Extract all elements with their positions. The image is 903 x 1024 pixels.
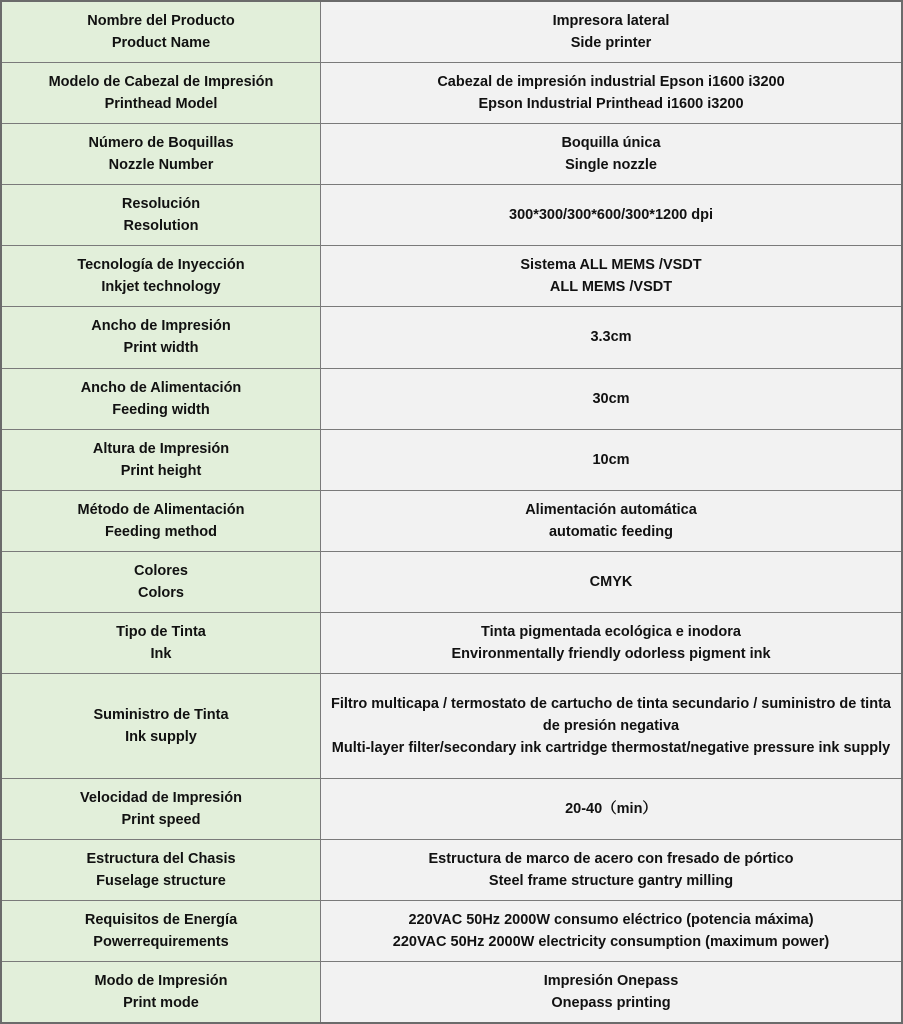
label-en: Resolution bbox=[123, 218, 199, 235]
spec-table-body bbox=[1, 1, 902, 1023]
label-es: Velocidad de Impresión bbox=[80, 789, 242, 806]
label-en: Ink bbox=[150, 646, 172, 663]
table-row bbox=[1, 246, 902, 307]
row-label bbox=[1, 901, 321, 962]
row-label bbox=[1, 613, 321, 674]
label-es: Estructura del Chasis bbox=[86, 850, 236, 867]
value-line: 220VAC 50Hz 2000W electricity consumption (maximum power) bbox=[392, 934, 830, 951]
row-value bbox=[321, 185, 903, 246]
label-en: Print speed bbox=[121, 811, 201, 828]
label-en: Nozzle Number bbox=[108, 156, 214, 173]
label-en: Product Name bbox=[111, 34, 211, 51]
label-es: Tipo de Tinta bbox=[116, 624, 206, 641]
table-row bbox=[1, 839, 902, 900]
row-label bbox=[1, 429, 321, 490]
table-row bbox=[1, 123, 902, 184]
label-es: Ancho de Alimentación bbox=[80, 379, 242, 396]
value-line: Boquilla única bbox=[561, 134, 661, 151]
row-value bbox=[321, 613, 903, 674]
row-value bbox=[321, 839, 903, 900]
label-es: Tecnología de Inyección bbox=[77, 257, 245, 274]
row-value bbox=[321, 368, 903, 429]
table-row bbox=[1, 307, 902, 368]
row-value bbox=[321, 490, 903, 551]
row-label bbox=[1, 368, 321, 429]
label-es: Número de Boquillas bbox=[88, 134, 234, 151]
value-line: automatic feeding bbox=[548, 523, 674, 540]
row-value bbox=[321, 123, 903, 184]
table-row bbox=[1, 962, 902, 1023]
table-row bbox=[1, 778, 902, 839]
value-line: Steel frame structure gantry milling bbox=[488, 872, 734, 889]
value-line: Estructura de marco de acero con fresado de pórtico bbox=[428, 850, 794, 867]
label-es: Modo de Impresión bbox=[94, 973, 228, 990]
row-label bbox=[1, 246, 321, 307]
value-line: Sistema ALL MEMS /VSDT bbox=[520, 257, 702, 274]
row-label bbox=[1, 962, 321, 1023]
row-label bbox=[1, 778, 321, 839]
value-line: Single nozzle bbox=[565, 156, 657, 173]
row-label bbox=[1, 1, 321, 62]
label-en: Ink supply bbox=[125, 729, 197, 746]
label-es: Modelo de Cabezal de Impresión bbox=[48, 73, 274, 90]
row-label bbox=[1, 839, 321, 900]
value-line: Impresión Onepass bbox=[543, 973, 679, 990]
table-row bbox=[1, 62, 902, 123]
label-en: Print height bbox=[120, 462, 202, 479]
table-row bbox=[1, 490, 902, 551]
label-en: Printhead Model bbox=[104, 95, 218, 112]
row-value bbox=[321, 246, 903, 307]
row-value bbox=[321, 429, 903, 490]
label-es: Método de Alimentación bbox=[77, 501, 245, 518]
row-label bbox=[1, 185, 321, 246]
value-line: 10cm bbox=[592, 451, 630, 468]
label-en: Fuselage structure bbox=[96, 872, 226, 889]
table-row bbox=[1, 901, 902, 962]
value-line: Onepass printing bbox=[551, 995, 671, 1012]
row-value bbox=[321, 62, 903, 123]
row-value bbox=[321, 552, 903, 613]
value-line: Impresora lateral bbox=[552, 12, 670, 29]
label-en: Colors bbox=[138, 585, 184, 602]
value-line: 30cm bbox=[592, 390, 630, 407]
table-row bbox=[1, 674, 902, 778]
table-row bbox=[1, 1, 902, 62]
label-es: Resolución bbox=[121, 196, 201, 213]
value-line: Environmentally friendly odorless pigment ink bbox=[451, 646, 771, 663]
table-row bbox=[1, 368, 902, 429]
value-line: 300*300/300*600/300*1200 dpi bbox=[509, 207, 713, 224]
row-value bbox=[321, 307, 903, 368]
label-en: Print mode bbox=[123, 995, 199, 1012]
row-value bbox=[321, 962, 903, 1023]
label-en: Inkjet technology bbox=[101, 279, 221, 296]
row-label bbox=[1, 307, 321, 368]
value-line: ALL MEMS /VSDT bbox=[549, 279, 673, 296]
row-label bbox=[1, 62, 321, 123]
label-es: Colores bbox=[134, 563, 188, 580]
value-line: Side printer bbox=[570, 34, 652, 51]
value-line: Filtro multicapa / termostato de cartucho de tinta secundario / suministro de tinta de presión negativa bbox=[331, 696, 891, 735]
label-es: Suministro de Tinta bbox=[93, 707, 229, 724]
table-row bbox=[1, 429, 902, 490]
row-value bbox=[321, 901, 903, 962]
table-row bbox=[1, 552, 902, 613]
value-line: 3.3cm bbox=[590, 329, 632, 346]
label-es: Altura de Impresión bbox=[92, 440, 230, 457]
value-line: Cabezal de impresión industrial Epson i1600 i3200 bbox=[437, 73, 785, 90]
row-value bbox=[321, 1, 903, 62]
label-es: Ancho de Impresión bbox=[91, 318, 231, 335]
row-value bbox=[321, 674, 903, 778]
label-es: Requisitos de Energía bbox=[84, 912, 238, 929]
table-row bbox=[1, 185, 902, 246]
label-en: Powerrequirements bbox=[93, 934, 229, 951]
row-value bbox=[321, 778, 903, 839]
row-label bbox=[1, 552, 321, 613]
row-label bbox=[1, 123, 321, 184]
label-es: Nombre del Producto bbox=[87, 12, 235, 29]
value-line: 220VAC 50Hz 2000W consumo eléctrico (potencia máxima) bbox=[408, 912, 814, 929]
label-en: Feeding width bbox=[112, 401, 210, 418]
value-line: Epson Industrial Printhead i1600 i3200 bbox=[478, 95, 744, 112]
row-label bbox=[1, 674, 321, 778]
label-en: Print width bbox=[123, 340, 199, 357]
row-label bbox=[1, 490, 321, 551]
table-row bbox=[1, 613, 902, 674]
value-line: Tinta pigmentada ecológica e inodora bbox=[481, 624, 741, 641]
value-line: Alimentación automática bbox=[525, 501, 697, 518]
value-line: CMYK bbox=[589, 574, 633, 591]
label-en: Feeding method bbox=[105, 523, 217, 540]
value-line: 20-40（min） bbox=[565, 800, 657, 817]
value-line: Multi-layer filter/secondary ink cartridge thermostat/negative pressure ink supply bbox=[331, 740, 891, 757]
